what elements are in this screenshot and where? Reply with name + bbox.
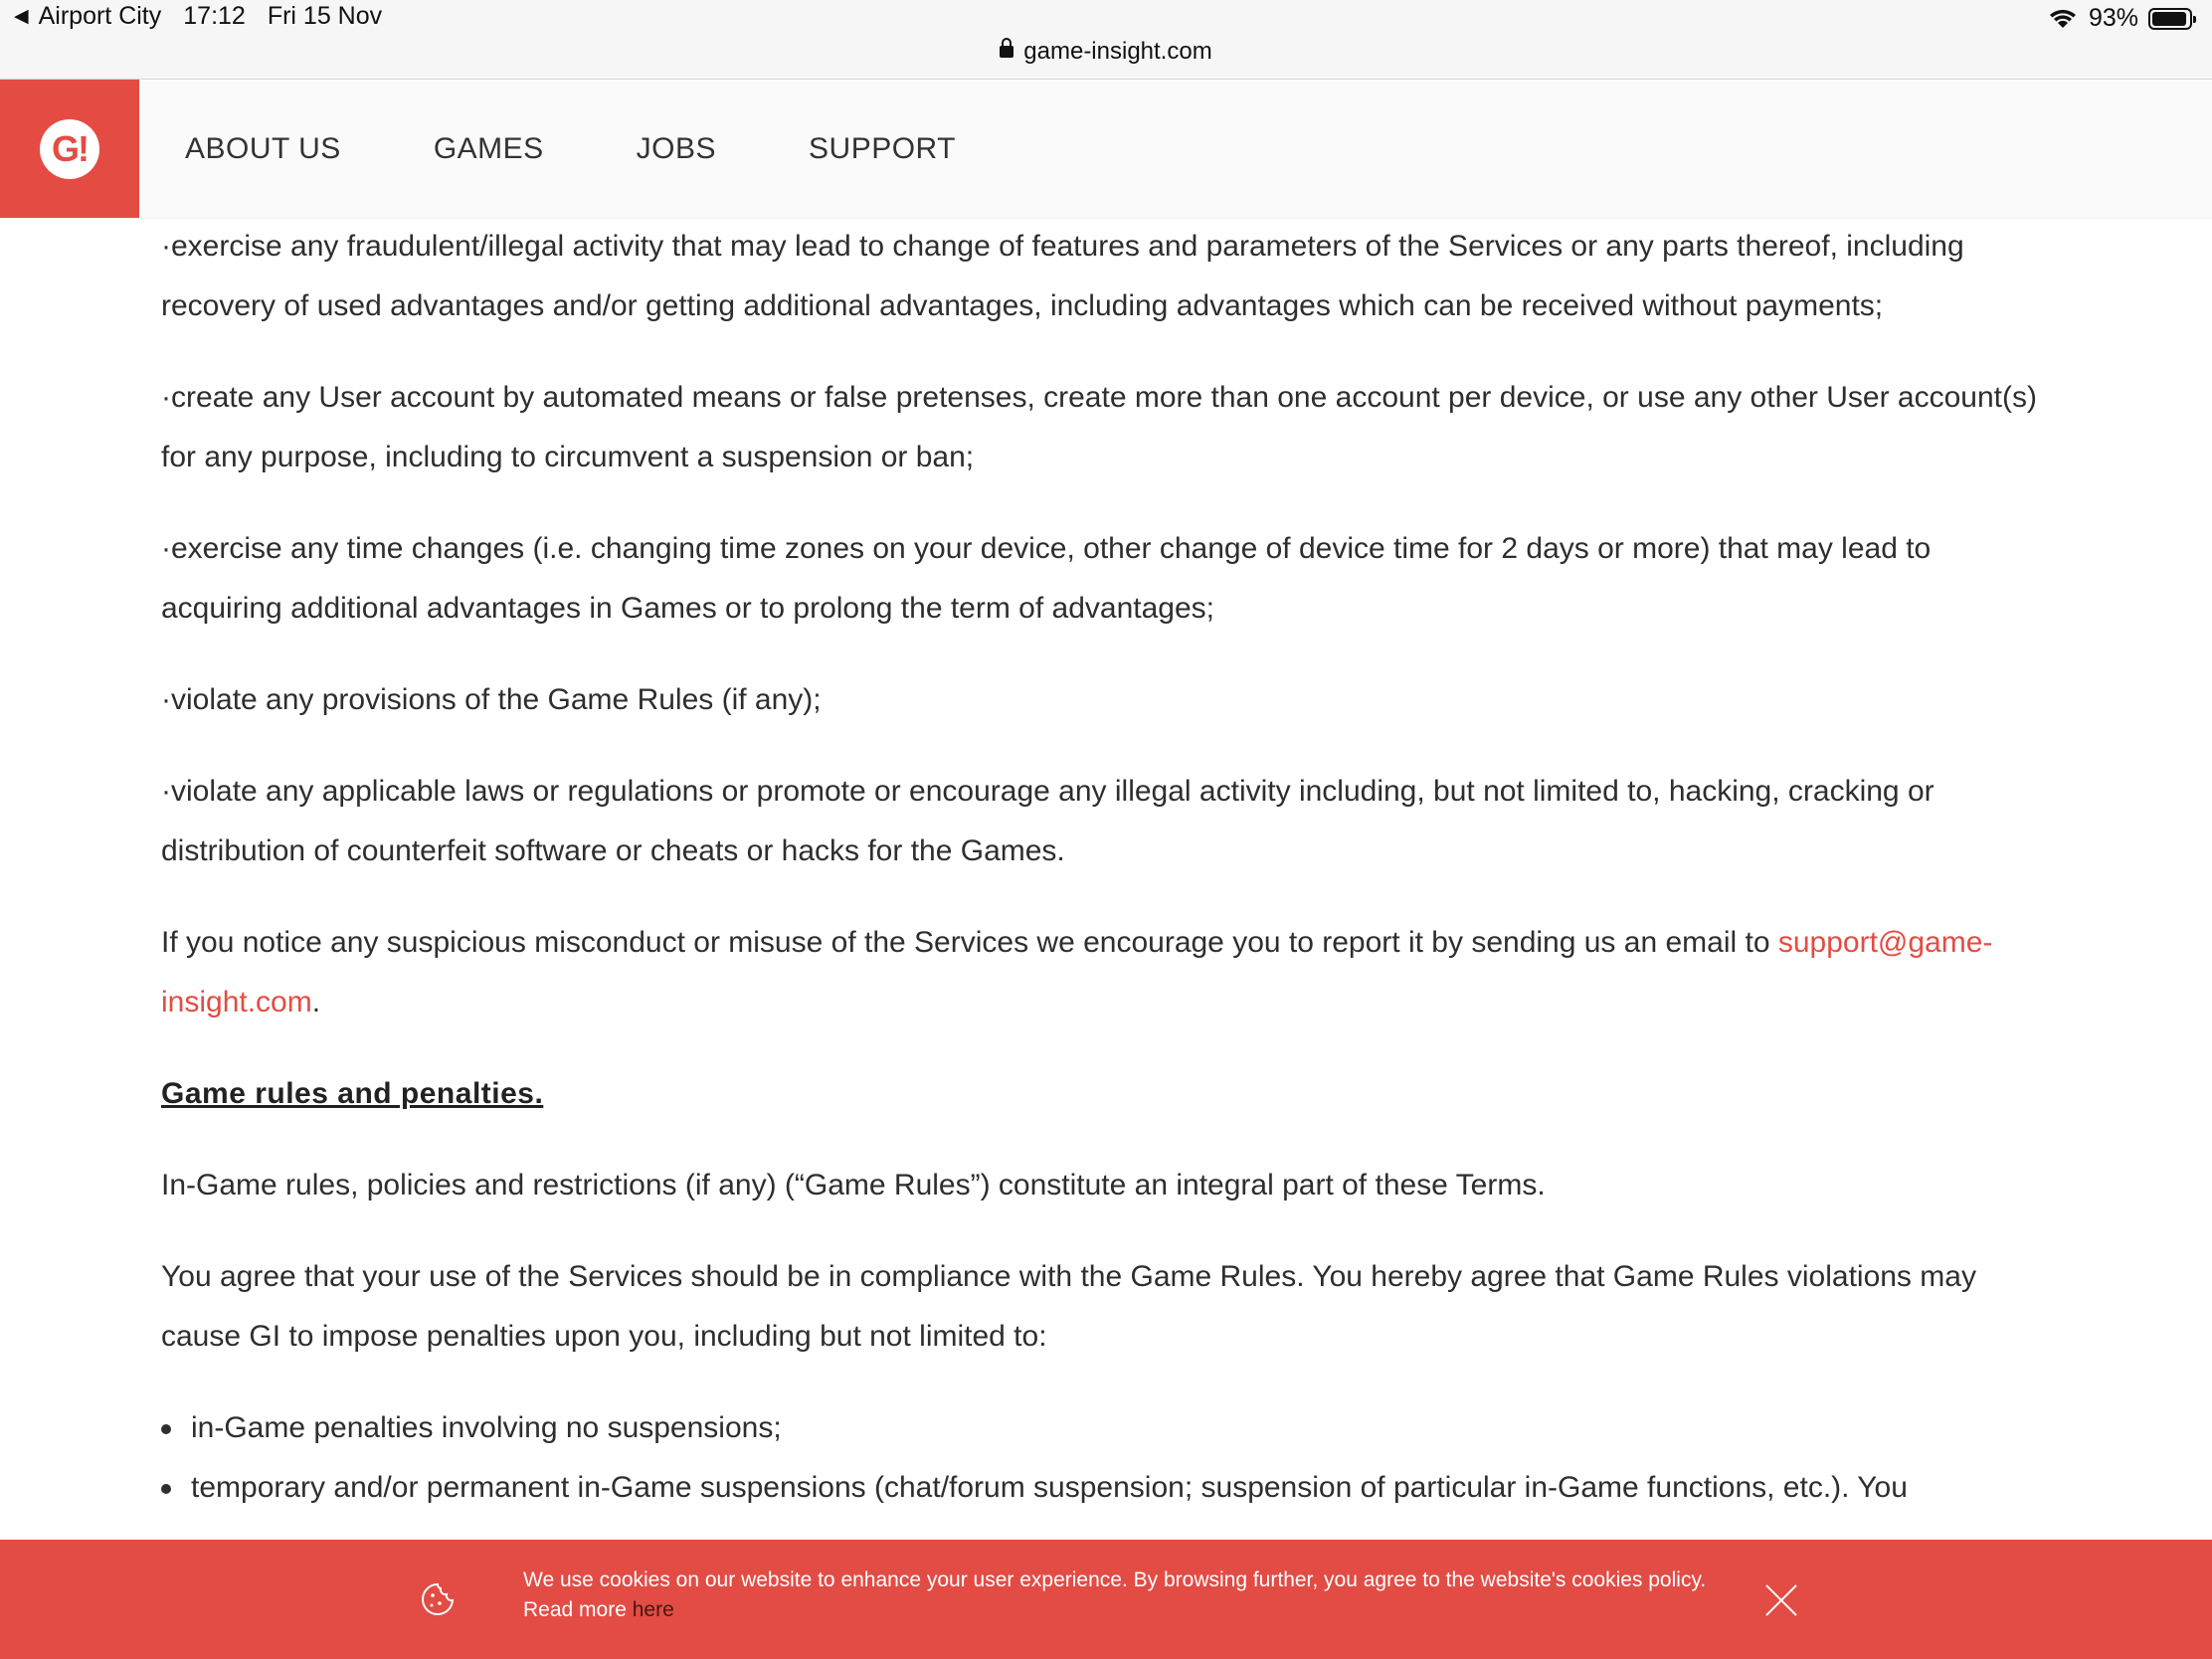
url-text: game-insight.com xyxy=(1023,38,1212,65)
report-paragraph xyxy=(161,913,2051,1032)
terms-paragraph: ·violate any provisions of the Game Rules (if any); xyxy=(161,683,822,716)
main-nav xyxy=(185,80,1048,218)
terms-paragraph: ·violate any applicable laws or regulations or promote or encourage any illegal activity including, but not limited to, hacking, cracking or distribution of counterfeit software or cheats or hacks for the Games. xyxy=(161,775,1935,867)
support-email-link[interactable]: support@game-insight.com xyxy=(161,926,1993,1018)
site-header xyxy=(0,80,2212,219)
section-heading: Game rules and penalties. xyxy=(161,1077,544,1110)
status-time: 17:12 xyxy=(183,2,246,30)
status-left xyxy=(14,2,404,31)
logo-mark: G! xyxy=(40,119,99,179)
cookie-policy-link[interactable]: here xyxy=(632,1598,674,1621)
status-right xyxy=(2049,4,2192,33)
terms-content xyxy=(161,217,2051,1518)
list-item: in-Game penalties involving no suspensions; xyxy=(161,1398,2051,1458)
cookie-icon xyxy=(420,1581,456,1617)
game-rules-paragraph: In-Game rules, policies and restrictions (if any) (“Game Rules”) constitute an integral part of these Terms. xyxy=(161,1169,1546,1201)
nav-about-us[interactable]: ABOUT US xyxy=(185,131,341,165)
nav-games[interactable]: GAMES xyxy=(433,131,544,165)
battery-icon xyxy=(2148,8,2192,30)
report-text: If you notice any suspicious misconduct or misuse of the Services we encourage you to report it by sending us an email to xyxy=(161,926,1770,959)
cookie-banner xyxy=(0,1540,2212,1659)
cookie-message xyxy=(523,1566,1717,1625)
status-date: Fri 15 Nov xyxy=(267,2,383,30)
terms-paragraph: ·create any User account by automated means or false pretenses, create more than one account per device, or use any other User account(s) for any purpose, including to circumvent a suspension or ban; xyxy=(161,381,2037,473)
battery-percent: 93% xyxy=(2088,4,2138,32)
agree-paragraph: You agree that your use of the Services should be in compliance with the Game Rules. You hereby agree that Game Rules violations may cause GI to impose penalties upon you, including but not limited to: xyxy=(161,1260,1976,1353)
wifi-icon xyxy=(2049,8,2077,30)
list-item: temporary and/or permanent in-Game suspensions (chat/forum suspension; suspension of particular in-Game functions, etc.). You xyxy=(161,1458,2051,1518)
nav-support[interactable]: SUPPORT xyxy=(809,131,957,165)
cookie-text: We use cookies on our website to enhance your user experience. By browsing further, you agree to the website's cookies policy. Read more xyxy=(523,1568,1707,1621)
nav-jobs[interactable]: JOBS xyxy=(636,131,717,165)
back-arrow-icon[interactable]: ◀ xyxy=(14,6,29,27)
ios-status-bar xyxy=(0,0,2212,80)
penalties-list xyxy=(161,1398,2051,1518)
address-bar[interactable] xyxy=(0,38,2212,66)
lock-icon xyxy=(1000,46,1014,58)
terms-paragraph: ·exercise any time changes (i.e. changing time zones on your device, other change of device time for 2 days or more) that may lead to acquiring additional advantages in Games or to prolong the term of advantages; xyxy=(161,532,1932,625)
close-icon[interactable] xyxy=(1764,1583,1798,1617)
logo[interactable] xyxy=(0,80,139,218)
back-app-label[interactable]: Airport City xyxy=(38,2,162,30)
report-end: . xyxy=(311,986,321,1018)
terms-paragraph: ·exercise any fraudulent/illegal activity that may lead to change of features and parameters of the Services or any parts thereof, including recovery of used advantages and/or getting additional advantages, including advantages which can be received without payments; xyxy=(161,230,1964,322)
